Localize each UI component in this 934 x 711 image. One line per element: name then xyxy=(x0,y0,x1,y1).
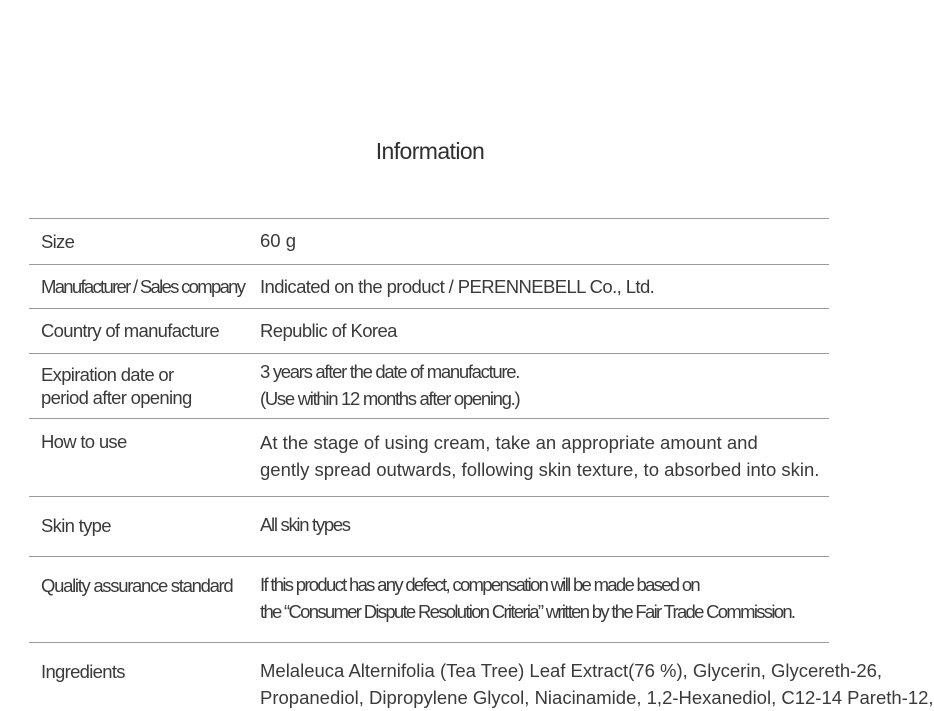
row-value: Melaleuca Alternifolia (Tea Tree) Leaf Extract(76 %), Glycerin, Glycereth-26, Propanediol, Dipropylene Glycol, Niacinamide, 1,2-Hexanediol, C12-14 Pareth-12, xyxy=(260,660,934,708)
row-value: At the stage of using cream, take an appropriate amount and gently spread outwards, following skin texture, to absorbed into skin. xyxy=(260,432,820,480)
row-label: Country of manufacture xyxy=(41,320,219,341)
table-row-expiration xyxy=(29,353,829,418)
row-label: How to use xyxy=(41,431,127,452)
row-value: All skin types xyxy=(260,514,350,535)
row-value: 60 g xyxy=(260,230,297,251)
row-value: 3 years after the date of manufacture. (Use within 12 months after opening.) xyxy=(260,361,520,409)
row-value: If this product has any defect, compensation will be made based on the “Consumer Dispute Resolution Criteria” written by the Fair Trade Commission. xyxy=(260,574,795,622)
table-row-manufacturer xyxy=(29,264,829,308)
table-row-how-to-use xyxy=(29,418,829,496)
row-label: Quality assurance standard xyxy=(41,575,233,596)
table-row-ingredients xyxy=(29,642,934,708)
table-row-size xyxy=(29,218,829,264)
table-row-quality-assurance xyxy=(29,556,829,642)
row-value: Indicated on the product / PERENNEBELL Co., Ltd. xyxy=(260,276,655,297)
row-label: Expiration date or period after opening xyxy=(41,364,192,408)
table-row-skin-type xyxy=(29,496,829,556)
table-row-country xyxy=(29,308,829,353)
row-label: Ingredients xyxy=(41,661,125,682)
page-title: Information xyxy=(375,138,485,164)
row-label: Size xyxy=(41,231,75,252)
row-label: Skin type xyxy=(41,515,111,536)
row-value: Republic of Korea xyxy=(260,320,397,341)
row-label: Manufacturer / Sales company xyxy=(41,276,245,297)
